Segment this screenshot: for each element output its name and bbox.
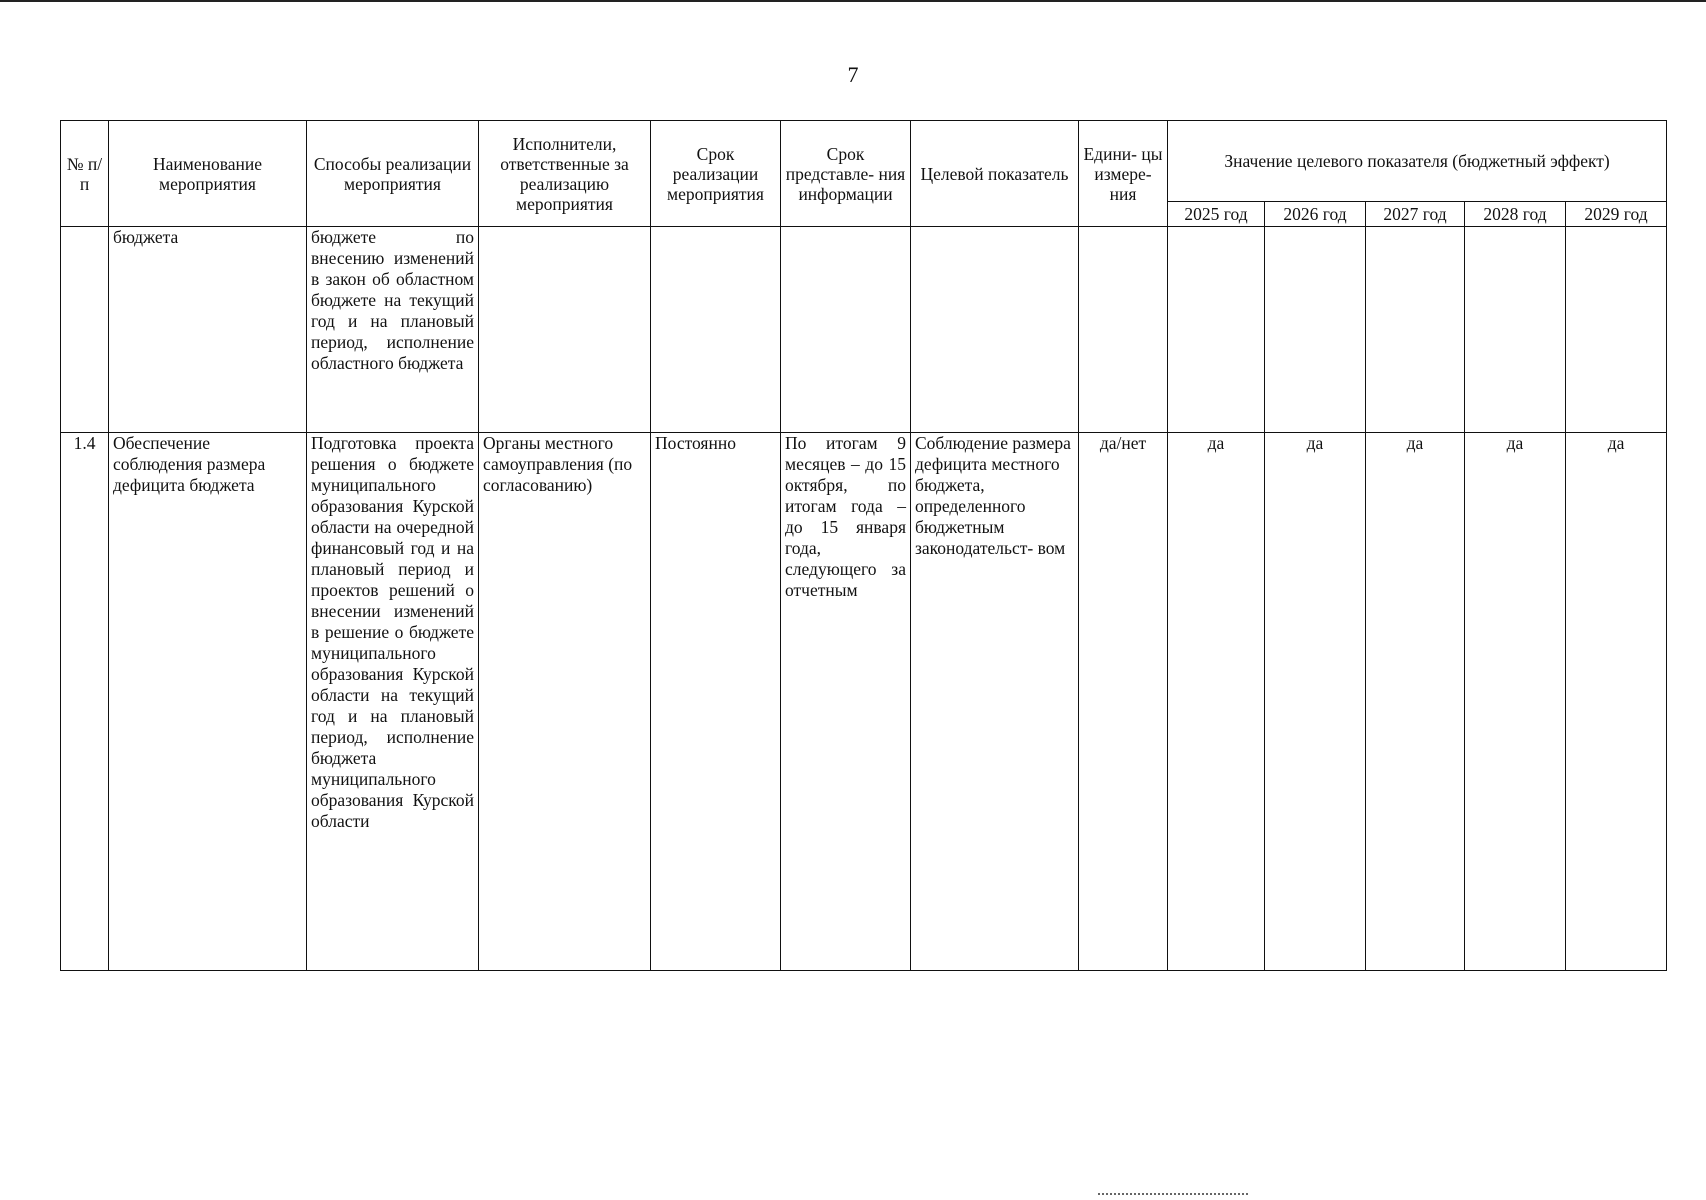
cell-term bbox=[651, 227, 781, 433]
header-year-2028: 2028 год bbox=[1465, 202, 1566, 227]
cell-num: 1.4 bbox=[61, 433, 109, 971]
header-year-2026: 2026 год bbox=[1265, 202, 1366, 227]
cell-value-2026: да bbox=[1265, 433, 1366, 971]
header-name: Наименование мероприятия bbox=[109, 121, 307, 227]
page-number: 7 bbox=[847, 62, 859, 87]
cell-value-2028 bbox=[1465, 227, 1566, 433]
cell-value-2029: да bbox=[1566, 433, 1667, 971]
cell-units bbox=[1079, 227, 1168, 433]
cell-executors bbox=[479, 227, 651, 433]
cell-report-term bbox=[781, 227, 911, 433]
cell-value-2029 bbox=[1566, 227, 1667, 433]
cell-term: Постоянно bbox=[651, 433, 781, 971]
cell-units: да/нет bbox=[1079, 433, 1168, 971]
header-row bbox=[61, 121, 1667, 202]
cell-value-2028: да bbox=[1465, 433, 1566, 971]
header-num: № п/п bbox=[61, 121, 109, 227]
header-term: Срок реализации мероприятия bbox=[651, 121, 781, 227]
header-year-2027: 2027 год bbox=[1366, 202, 1465, 227]
table-row bbox=[61, 433, 1667, 971]
activities-table bbox=[60, 120, 1667, 971]
cell-indicator bbox=[911, 227, 1079, 433]
scan-top-edge bbox=[0, 0, 1706, 2]
header-report-term: Срок представле- ния информации bbox=[781, 121, 911, 227]
cell-value-2025: да bbox=[1168, 433, 1265, 971]
cell-value-2026 bbox=[1265, 227, 1366, 433]
header-value-group: Значение целевого показателя (бюджетный эффект) bbox=[1168, 121, 1667, 202]
cell-executors: Органы местного самоуправления (по согласованию) bbox=[479, 433, 651, 971]
table-row bbox=[61, 227, 1667, 433]
cell-indicator: Соблюдение размера дефицита местного бюджета, определенного бюджетным законодательст- вом bbox=[911, 433, 1079, 971]
cell-value-2025 bbox=[1168, 227, 1265, 433]
cell-name: бюджета bbox=[109, 227, 307, 433]
cell-value-2027: да bbox=[1366, 433, 1465, 971]
cell-value-2027 bbox=[1366, 227, 1465, 433]
header-executors: Исполнители, ответственные за реализацию мероприятия bbox=[479, 121, 651, 227]
header-units: Едини- цы измере- ния bbox=[1079, 121, 1168, 227]
cell-name: Обеспечение соблюдения размера дефицита бюджета bbox=[109, 433, 307, 971]
header-year-2029: 2029 год bbox=[1566, 202, 1667, 227]
cell-methods: бюджете по внесению изменений в закон об областном бюджете на текущий год и на плановый период, исполнение областного бюджета bbox=[307, 227, 479, 433]
cell-report-term: По итогам 9 месяцев – до 15 октября, по итогам года – до 15 января года, следующего за отчетным bbox=[781, 433, 911, 971]
header-indicator: Целевой показатель bbox=[911, 121, 1079, 227]
cell-num bbox=[61, 227, 109, 433]
header-year-2025: 2025 год bbox=[1168, 202, 1265, 227]
cell-methods: Подготовка проекта решения о бюджете муниципального образования Курской области на очередной финансовый год и на плановый период и проектов решений о внесении изменений в решение о бюджете муниципального образования Курской области на текущий год и на плановый период, исполнение бюджета муниципального образования Курской области bbox=[307, 433, 479, 971]
header-methods: Способы реализации мероприятия bbox=[307, 121, 479, 227]
scan-footer-mark bbox=[1098, 1193, 1248, 1198]
